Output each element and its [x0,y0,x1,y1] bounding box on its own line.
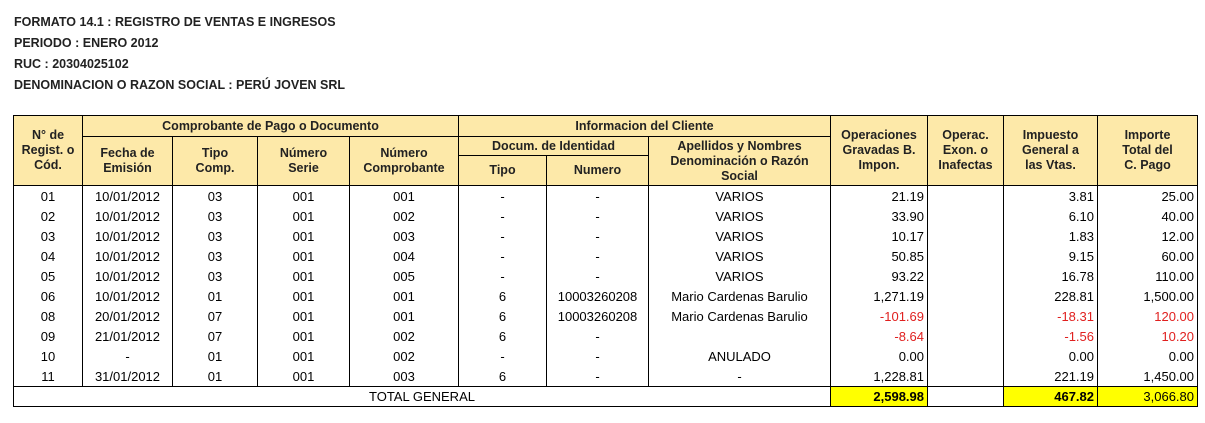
cell-doc-numero: 10003260208 [547,286,649,306]
table-row [14,326,1198,346]
cell-doc-numero: 10003260208 [547,306,649,326]
cell-igv: -18.31 [1004,306,1098,326]
cell-nro: 02 [14,206,83,226]
cell-numero: 005 [350,266,459,286]
cell-fecha: 21/01/2012 [83,326,173,346]
total-label: TOTAL GENERAL [14,387,831,407]
cell-igv: 221.19 [1004,366,1098,387]
cell-gravadas: 10.17 [831,226,928,246]
col-group-cliente: Informacion del Cliente [459,116,831,137]
report-title: FORMATO 14.1 : REGISTRO DE VENTAS E INGRESOS [14,15,336,29]
cell-gravadas: 0.00 [831,346,928,366]
cell-igv: -1.56 [1004,326,1098,346]
cell-nombre: VARIOS [649,206,831,226]
report-period: PERIODO : ENERO 2012 [14,36,159,50]
cell-fecha: 10/01/2012 [83,226,173,246]
cell-gravadas: 1,228.81 [831,366,928,387]
cell-serie: 001 [258,326,350,346]
cell-numero: 004 [350,246,459,266]
cell-gravadas: -8.64 [831,326,928,346]
cell-doc-tipo: - [459,346,547,366]
cell-total: 0.00 [1098,346,1198,366]
cell-fecha: 20/01/2012 [83,306,173,326]
col-gravadas: Operaciones Gravadas B. Impon. [831,116,928,186]
cell-fecha: 10/01/2012 [83,206,173,226]
cell-total: 25.00 [1098,186,1198,207]
cell-nombre: VARIOS [649,226,831,246]
cell-nro: 06 [14,286,83,306]
cell-tipo: 01 [173,286,258,306]
cell-total: 40.00 [1098,206,1198,226]
cell-tipo: 03 [173,266,258,286]
cell-fecha: 10/01/2012 [83,186,173,207]
table-row [14,306,1198,326]
col-fecha: Fecha de Emisión [83,137,173,186]
cell-fecha: 10/01/2012 [83,266,173,286]
cell-exon [928,206,1004,226]
cell-total: 1,450.00 [1098,366,1198,387]
cell-doc-tipo: - [459,186,547,207]
cell-gravadas: 21.19 [831,186,928,207]
cell-serie: 001 [258,306,350,326]
col-total: Importe Total del C. Pago [1098,116,1198,186]
cell-igv: 6.10 [1004,206,1098,226]
table-row [14,266,1198,286]
cell-doc-numero: - [547,226,649,246]
cell-doc-tipo: - [459,266,547,286]
cell-igv: 16.78 [1004,266,1098,286]
cell-nro: 04 [14,246,83,266]
cell-fecha: 10/01/2012 [83,286,173,306]
cell-total: 120.00 [1098,306,1198,326]
total-exon [928,387,1004,407]
cell-exon [928,346,1004,366]
col-doc-tipo: Tipo [459,156,547,186]
cell-tipo: 01 [173,366,258,387]
cell-gravadas: 50.85 [831,246,928,266]
cell-igv: 3.81 [1004,186,1098,207]
cell-doc-numero: - [547,326,649,346]
cell-doc-numero: - [547,346,649,366]
table-row [14,366,1198,387]
cell-doc-tipo: - [459,246,547,266]
cell-doc-numero: - [547,186,649,207]
cell-doc-tipo: - [459,226,547,246]
cell-tipo: 07 [173,326,258,346]
cell-doc-tipo: 6 [459,306,547,326]
cell-nro: 05 [14,266,83,286]
col-nombre: Apellidos y Nombres Denominación o Razón Social [649,137,831,186]
cell-tipo: 03 [173,246,258,266]
report-header [14,12,345,96]
col-tipo: Tipo Comp. [173,137,258,186]
table-row [14,206,1198,226]
total-igv: 467.82 [1004,387,1098,407]
total-importe: 3,066.80 [1098,387,1198,407]
cell-nombre: ANULADO [649,346,831,366]
cell-exon [928,326,1004,346]
cell-total: 110.00 [1098,266,1198,286]
col-serie: Número Serie [258,137,350,186]
cell-nro: 08 [14,306,83,326]
cell-nombre: Mario Cardenas Barulio [649,306,831,326]
cell-nombre: - [649,366,831,387]
cell-tipo: 03 [173,186,258,207]
cell-gravadas: -101.69 [831,306,928,326]
cell-exon [928,186,1004,207]
table-row [14,286,1198,306]
table-row [14,226,1198,246]
cell-nombre: VARIOS [649,266,831,286]
cell-doc-tipo: 6 [459,366,547,387]
cell-doc-numero: - [547,366,649,387]
cell-nombre: VARIOS [649,186,831,207]
cell-total: 1,500.00 [1098,286,1198,306]
cell-serie: 001 [258,186,350,207]
cell-exon [928,366,1004,387]
cell-nro: 01 [14,186,83,207]
cell-doc-numero: - [547,266,649,286]
cell-gravadas: 1,271.19 [831,286,928,306]
cell-igv: 228.81 [1004,286,1098,306]
cell-numero: 002 [350,346,459,366]
cell-total: 60.00 [1098,246,1198,266]
table-row [14,346,1198,366]
cell-tipo: 03 [173,206,258,226]
cell-gravadas: 93.22 [831,266,928,286]
cell-nro: 03 [14,226,83,246]
cell-serie: 001 [258,346,350,366]
col-nro: N° de Regist. o Cód. [14,116,83,186]
col-group-comprobante: Comprobante de Pago o Documento [83,116,459,137]
cell-numero: 002 [350,326,459,346]
report-company: DENOMINACION O RAZON SOCIAL : PERÚ JOVEN SRL [14,78,346,92]
cell-igv: 9.15 [1004,246,1098,266]
col-exon: Operac. Exon. o Inafectas [928,116,1004,186]
cell-numero: 001 [350,186,459,207]
cell-exon [928,266,1004,286]
cell-serie: 001 [258,206,350,226]
cell-serie: 001 [258,226,350,246]
cell-numero: 002 [350,206,459,226]
cell-doc-tipo: 6 [459,286,547,306]
cell-serie: 001 [258,286,350,306]
cell-total: 12.00 [1098,226,1198,246]
col-doc-numero: Numero [547,156,649,186]
cell-nombre: VARIOS [649,246,831,266]
cell-nro: 09 [14,326,83,346]
cell-doc-tipo: - [459,206,547,226]
cell-nombre: Mario Cardenas Barulio [649,286,831,306]
cell-numero: 003 [350,366,459,387]
cell-serie: 001 [258,246,350,266]
col-igv: Impuesto General a las Vtas. [1004,116,1098,186]
cell-numero: 003 [350,226,459,246]
table-row [14,186,1198,207]
cell-gravadas: 33.90 [831,206,928,226]
cell-igv: 1.83 [1004,226,1098,246]
cell-nro: 10 [14,346,83,366]
cell-serie: 001 [258,366,350,387]
col-group-docum: Docum. de Identidad [459,137,649,156]
cell-exon [928,306,1004,326]
cell-exon [928,286,1004,306]
cell-doc-tipo: 6 [459,326,547,346]
cell-exon [928,246,1004,266]
cell-tipo: 03 [173,226,258,246]
total-row [14,387,1198,407]
cell-numero: 001 [350,286,459,306]
table-row [14,246,1198,266]
cell-total: 10.20 [1098,326,1198,346]
col-numero: Número Comprobante [350,137,459,186]
cell-tipo: 07 [173,306,258,326]
cell-doc-numero: - [547,206,649,226]
report-ruc: RUC : 20304025102 [14,57,129,71]
cell-fecha: 10/01/2012 [83,246,173,266]
cell-fecha: - [83,346,173,366]
cell-fecha: 31/01/2012 [83,366,173,387]
sales-register-table [13,115,1198,407]
cell-tipo: 01 [173,346,258,366]
cell-igv: 0.00 [1004,346,1098,366]
cell-nro: 11 [14,366,83,387]
cell-serie: 001 [258,266,350,286]
cell-nombre [649,326,831,346]
cell-exon [928,226,1004,246]
cell-numero: 001 [350,306,459,326]
total-gravadas: 2,598.98 [831,387,928,407]
cell-doc-numero: - [547,246,649,266]
